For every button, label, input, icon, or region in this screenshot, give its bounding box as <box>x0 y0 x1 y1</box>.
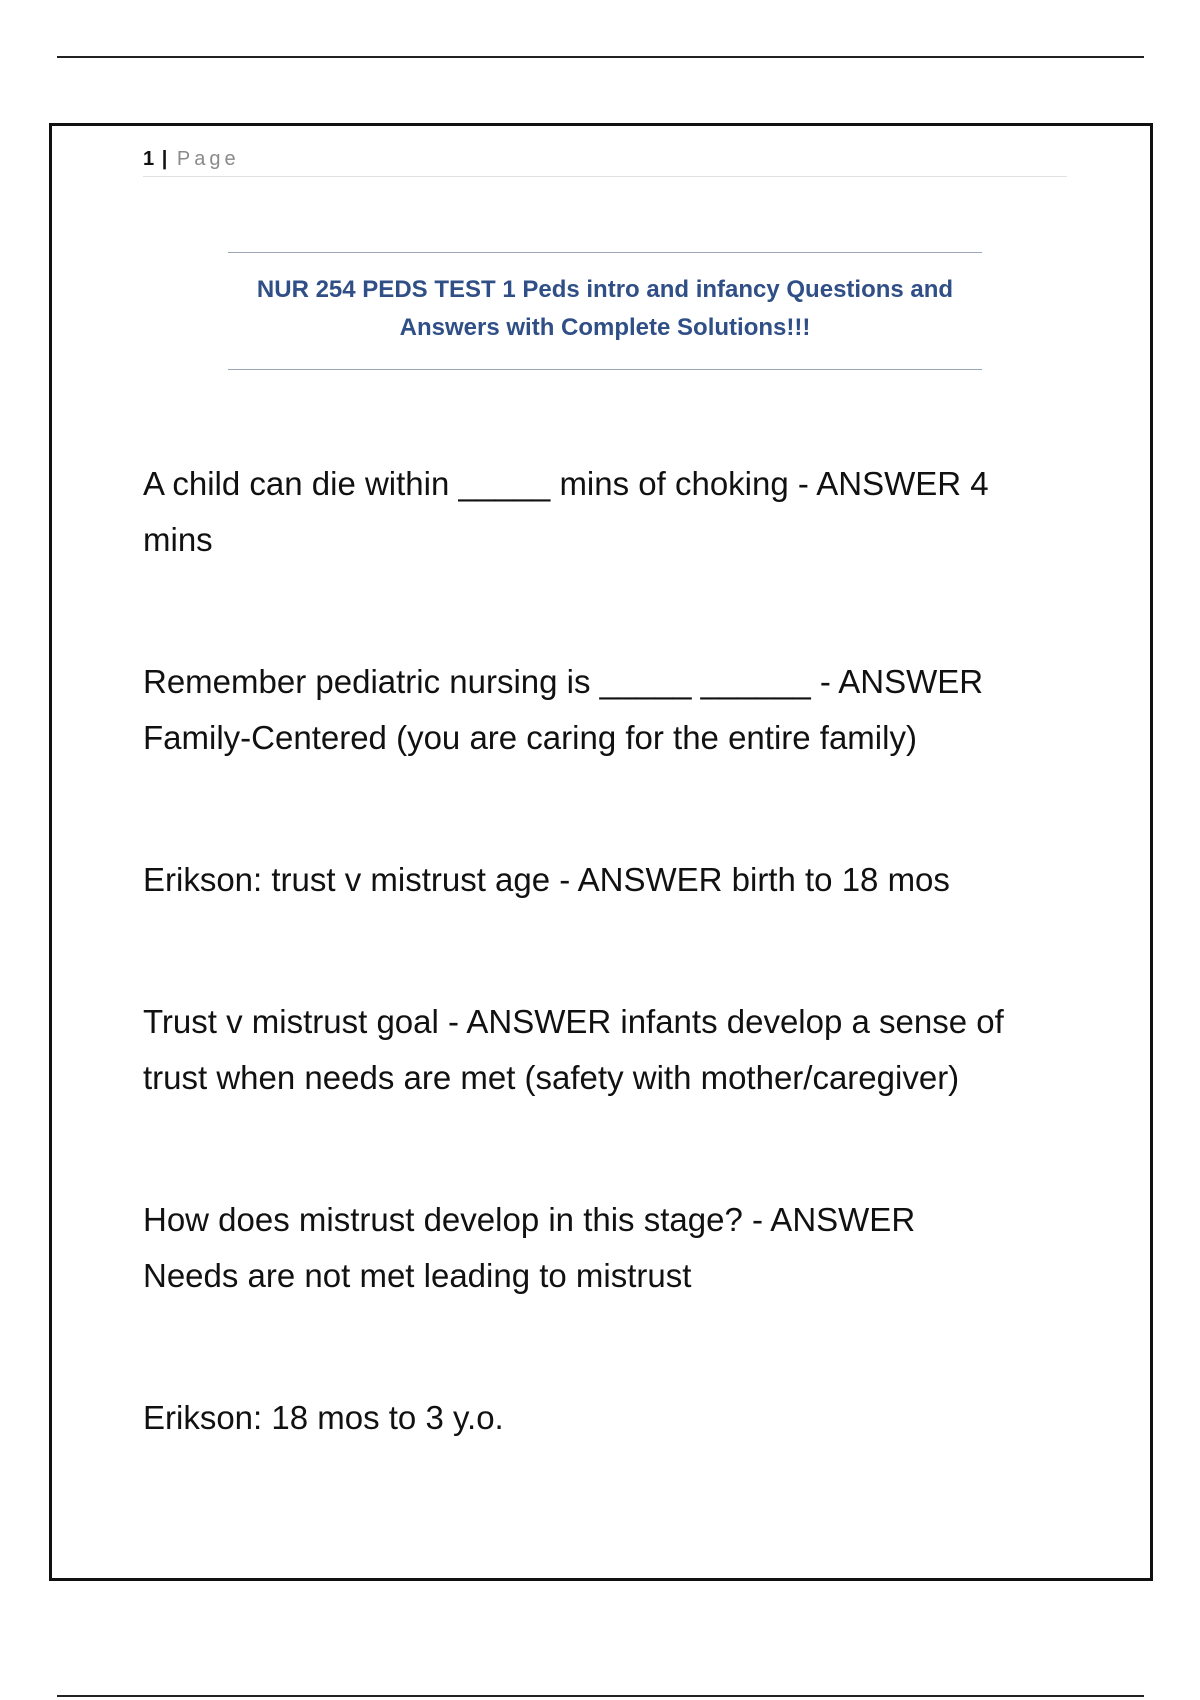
qa-item <box>143 1192 1103 1304</box>
qa-list <box>143 456 1103 1532</box>
qa-line: Erikson: 18 mos to 3 y.o. <box>143 1399 504 1436</box>
qa-item <box>143 994 1103 1106</box>
page-header <box>143 146 1067 177</box>
page-number: 1 <box>143 148 155 170</box>
qa-line: Family-Centered (you are caring for the entire family) <box>143 719 917 756</box>
bottom-divider <box>57 1695 1144 1697</box>
qa-line: Needs are not met leading to mistrust <box>143 1257 692 1294</box>
qa-item <box>143 1390 1103 1446</box>
qa-line: trust when needs are met (safety with mother/caregiver) <box>143 1059 960 1096</box>
qa-item <box>143 852 1103 908</box>
title-line-2: Answers with Complete Solutions!!! <box>399 314 811 341</box>
qa-line: Trust v mistrust goal - ANSWER infants develop a sense of <box>143 1003 1004 1040</box>
qa-line: mins <box>143 521 213 558</box>
page-separator: | <box>161 148 168 170</box>
top-divider <box>57 56 1144 58</box>
qa-line: Remember pediatric nursing is _____ ______ - ANSWER <box>143 663 984 700</box>
qa-line: Erikson: trust v mistrust age - ANSWER birth to 18 mos <box>143 861 950 898</box>
qa-item <box>143 456 1103 568</box>
page-label: Page <box>176 148 240 170</box>
qa-item <box>143 654 1103 766</box>
title-line-1: NUR 254 PEDS TEST 1 Peds intro and infancy Questions and <box>256 276 954 303</box>
qa-line: A child can die within _____ mins of choking - ANSWER 4 <box>143 465 989 502</box>
document-title <box>228 252 982 370</box>
document-page <box>49 123 1153 1581</box>
qa-line: How does mistrust develop in this stage? - ANSWER <box>143 1201 916 1238</box>
